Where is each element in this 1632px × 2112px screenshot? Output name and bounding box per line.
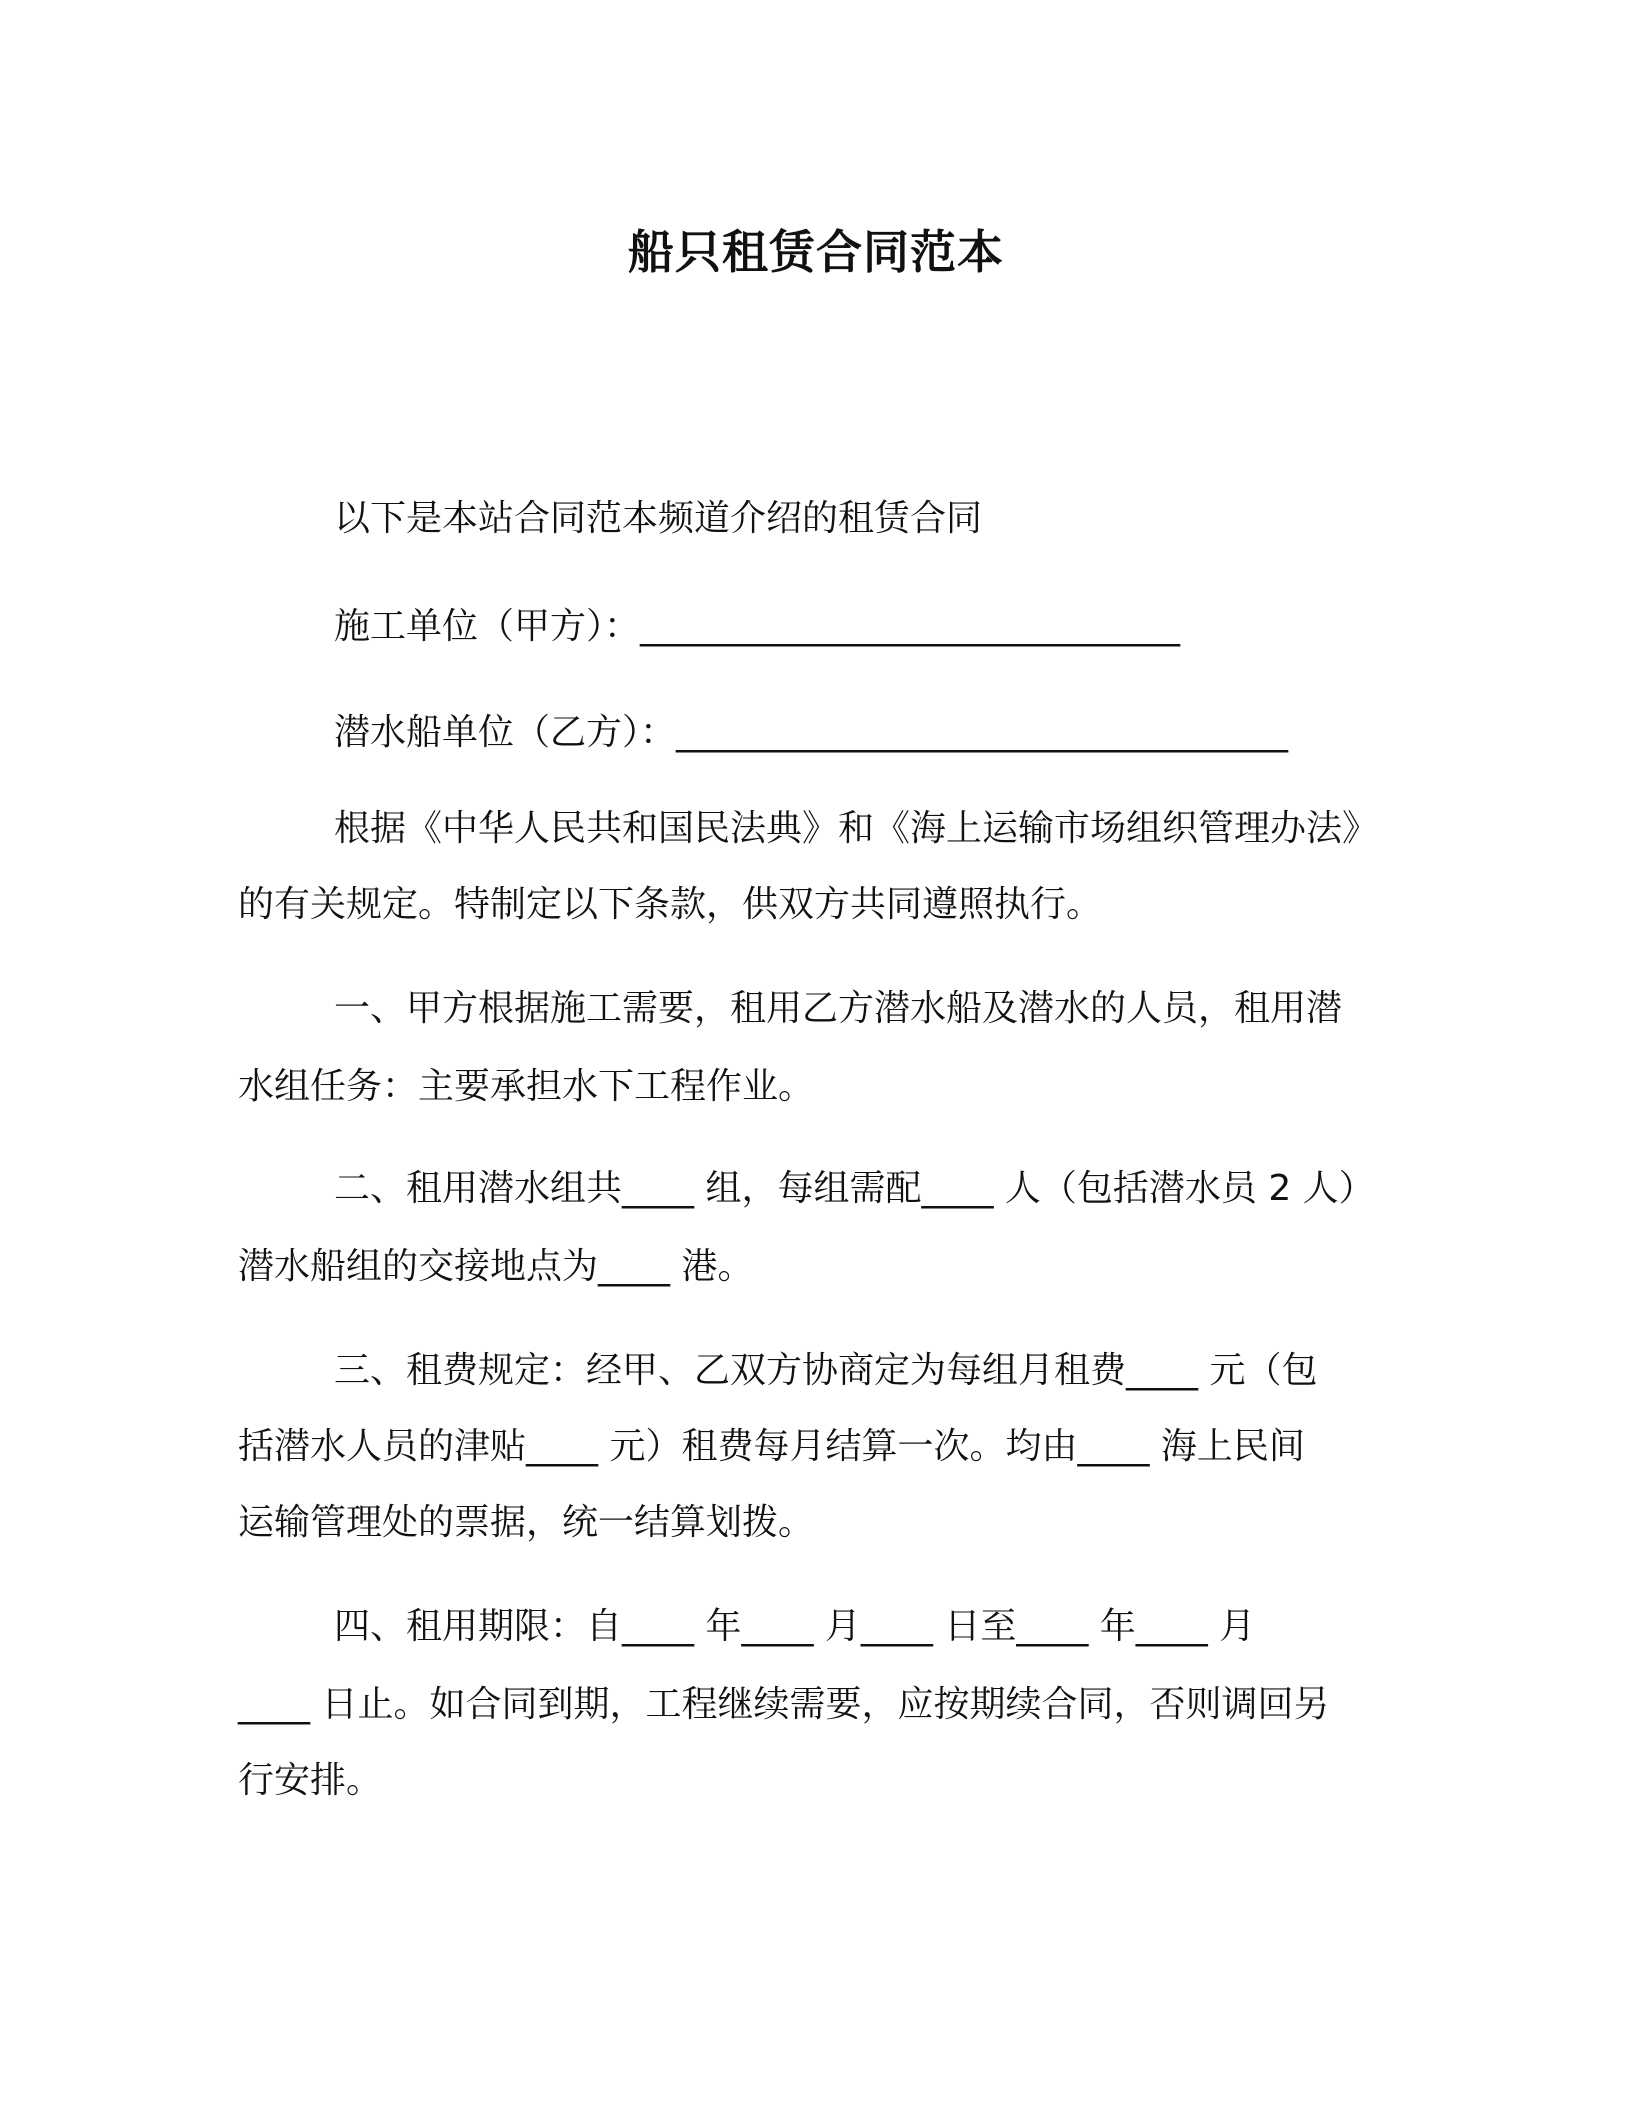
- intro-line: 以下是本站合同范本频道介绍的租赁合同: [334, 498, 983, 539]
- party-b-line: 潜水船单位（乙方）：__________________________________: [334, 712, 1289, 753]
- clause-4-line-1: 四、租用期限：自____ 年____ 月____ 日至____ 年____ 月: [334, 1606, 1256, 1647]
- document-title: 船只租赁合同范本: [628, 225, 1004, 279]
- clause-4-line-2: ____ 日止。如合同到期，工程继续需要，应按期续合同，否则调回另: [238, 1684, 1330, 1725]
- clause-1-line-2: 水组任务：主要承担水下工程作业。: [238, 1066, 815, 1107]
- clause-4-line-3: 行安排。: [238, 1760, 383, 1801]
- clause-3-line-3: 运输管理处的票据，统一结算划拨。: [238, 1502, 815, 1543]
- clause-3-line-1: 三、租费规定：经甲、乙双方协商定为每组月租费____ 元（包: [334, 1350, 1318, 1391]
- clause-3-line-2: 括潜水人员的津贴____ 元）租费每月结算一次。均由____ 海上民间: [238, 1426, 1305, 1467]
- preamble-line-1: 根据《中华人民共和国民法典》和《海上运输市场组织管理办法》: [334, 808, 1379, 849]
- clause-2-line-2: 潜水船组的交接地点为____ 港。: [238, 1246, 754, 1287]
- preamble-line-2: 的有关规定。特制定以下条款，供双方共同遵照执行。: [238, 884, 1103, 925]
- clause-1-line-1: 一、甲方根据施工需要，租用乙方潜水船及潜水的人员，租用潜: [334, 988, 1343, 1029]
- clause-2-line-1: 二、租用潜水组共____ 组，每组需配____ 人（包括潜水员 2 人）: [334, 1168, 1375, 1209]
- party-a-line: 施工单位（甲方）：______________________________: [334, 606, 1181, 647]
